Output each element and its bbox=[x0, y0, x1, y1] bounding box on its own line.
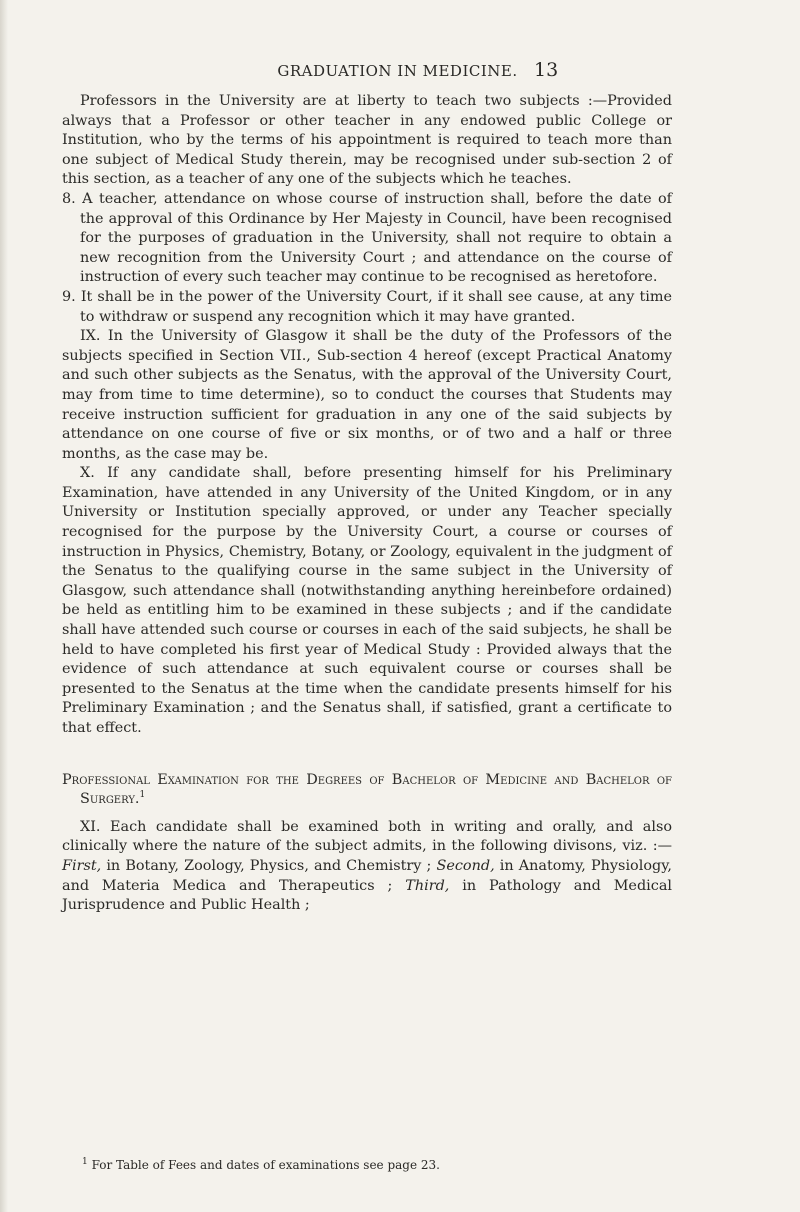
section-gap bbox=[62, 739, 672, 771]
footnote-text: For Table of Fees and dates of examinations see page 23. bbox=[91, 1158, 440, 1172]
paragraph-8-teacher-recognition: 8. A teacher, attendance on whose course of instruction shall, before the date of the approval of this Ordinance by Her Majesty in Council, have been recognised for the purposes of graduation in the University, shall not require to obtain a new recognition from the University Court ; and attendance on the course of instruction of every such teacher may continue to be recognised as heretofore. bbox=[62, 190, 672, 286]
paragraph-XI-examination-divisions bbox=[62, 818, 672, 916]
division-third-label: Third, bbox=[405, 877, 450, 894]
page-number: 13 bbox=[534, 59, 559, 81]
division-second-subjects: in Anatomy, Physiology, and Materia Medica and Therapeutics ; bbox=[62, 857, 672, 894]
division-third-subjects: in Pathology and Medical Jurisprudence and Public Health ; bbox=[62, 877, 672, 914]
footnote bbox=[82, 1157, 642, 1173]
section-heading bbox=[62, 771, 672, 810]
division-second-label: Second, bbox=[436, 857, 495, 874]
paragraph-9-withdraw-recognition: 9. It shall be in the power of the University Court, if it shall see cause, at any time to withdraw or suspend any recognition which it may have granted. bbox=[62, 288, 672, 325]
section-heading-text: Professional Examination for the Degrees of Bachelor of Medicine and Bachelor of Surgery. bbox=[62, 771, 672, 808]
division-first-subjects: in Botany, Zoology, Physics, and Chemistry ; bbox=[101, 857, 437, 874]
page-body bbox=[62, 92, 672, 916]
page-binding-edge bbox=[0, 0, 8, 1212]
footnote-reference: 1 bbox=[139, 790, 146, 801]
paragraph-professors-two-subjects: Professors in the University are at liberty to teach two subjects :—Provided always that a Professor or other teacher in any endowed public College or Institution, who by the terms of his appointment is required to teach more than one subject of Medical Study therein, may be recognised under sub-section 2 of this section, as a teacher of any one of the subjects which he teaches. bbox=[62, 93, 672, 188]
paragraph-IX-glasgow-professors: IX. In the University of Glasgow it shall be the duty of the Professors of the subjects specified in Section VII., Sub-section 4 hereof (except Practical Anatomy and such other subjects as the Senatus, with the approval of the University Court, may from time to time determine), so to conduct the courses that Students may receive instruction sufficient for graduation in any one of the said subjects by attendance on one course of five or six months, or of two and a half or three months, as the case may be. bbox=[62, 328, 672, 462]
paragraph-XI-lead: XI. Each candidate shall be examined both in writing and orally, and also clinically where the nature of the subject admits, in the following divisons, viz. :— bbox=[62, 818, 672, 855]
footnote-marker: 1 bbox=[82, 1157, 88, 1167]
paragraph-X-preliminary-examination: X. If any candidate shall, before presenting himself for his Preliminary Examination, have attended in any University of the United Kingdom, or in any University or Institution specially approved, or under any Teacher specially recognised for the purpose by the University Court, a course or courses of instruction in Physics, Chemistry, Botany, or Zoology, equivalent in the judgment of the Senatus to the qualifying course in the same subject in the University of Glasgow, such attendance shall (notwithstanding anything hereinbefore ordained) be held as entitling him to be examined in these subjects ; and if the candidate shall have attended such course or courses in each of the said subjects, he shall be held to have completed his first year of Medical Study : Provided always that the evidence of such attendance at such equivalent course or courses shall be presented to the Senatus at the time when the candidate presents himself for his Preliminary Examination ; and the Senatus shall, if satisfied, grant a certificate to that effect. bbox=[62, 465, 672, 736]
division-first-label: First, bbox=[62, 857, 102, 874]
running-head: GRADUATION IN MEDICINE. bbox=[277, 62, 518, 80]
